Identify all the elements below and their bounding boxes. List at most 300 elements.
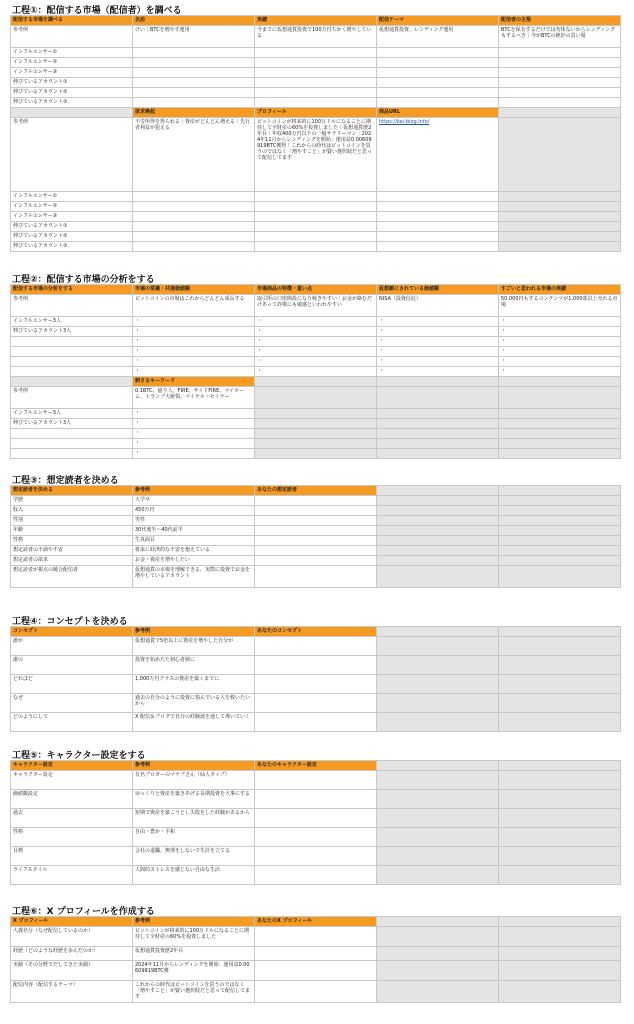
s2-bullet[interactable]: ・ bbox=[255, 357, 377, 367]
s5-row-example: 会社の退職。無理をしないで生計を立てる bbox=[133, 847, 255, 866]
s5-row-example: 有名ブロガーのマナブさん（仙人タイプ） bbox=[133, 771, 255, 790]
s5-input-cell[interactable] bbox=[255, 828, 377, 847]
s1-cell[interactable] bbox=[255, 222, 377, 232]
s1-cell[interactable] bbox=[255, 98, 377, 108]
s2-empty bbox=[11, 357, 133, 367]
section6-title: 工程⑥：X プロフィールを作成する bbox=[12, 907, 155, 917]
s5-gray-cell bbox=[499, 771, 621, 790]
s1-row2-label: 伸びているアカウント① bbox=[11, 222, 133, 232]
s1-cell[interactable] bbox=[133, 192, 255, 202]
s1-row-label: インフルエンサー② bbox=[11, 58, 133, 68]
s2-bullet[interactable]: ・ bbox=[499, 357, 621, 367]
section3-table bbox=[10, 485, 621, 588]
s2-example-features: 取引所の口座開設になり稼ぎやすい｜お金が絡むだけあって詐欺にも敏感といわれやすい bbox=[255, 295, 377, 317]
s5-input-cell[interactable] bbox=[255, 790, 377, 809]
s2-bullet[interactable]: ・ bbox=[499, 347, 621, 357]
s3-row-example: 大学卒 bbox=[133, 496, 255, 506]
s1-cell[interactable] bbox=[377, 242, 499, 252]
s5-gray-cell bbox=[377, 809, 499, 828]
s6-input-cell[interactable] bbox=[255, 981, 377, 1003]
s5-gray-cell bbox=[377, 771, 499, 790]
s3-input-cell[interactable] bbox=[255, 526, 377, 536]
s3-gray-cell bbox=[499, 516, 621, 526]
s6-row-example: 仮想通貨投資歴2年目 bbox=[133, 947, 255, 961]
s2-empty bbox=[11, 367, 133, 377]
s2-bullet[interactable]: ・ bbox=[255, 337, 377, 347]
s1-row2-label: 伸びているアカウント② bbox=[11, 232, 133, 242]
s4-row-example: 投資を始めたた初心者層に bbox=[133, 656, 255, 675]
s1-header-3: 配信テーマ bbox=[377, 16, 499, 26]
s6-row-example: これからの時代はビットコインを買うのではなく「増やすこと」が賢い選択肢だと思って配信してます bbox=[133, 981, 255, 1003]
s5-row-example: 短期で資産を築こうとし失敗をした経験があるから bbox=[133, 809, 255, 828]
s2-header-3: 仮想敵にされている価値観 bbox=[377, 285, 499, 295]
s5-gray-cell bbox=[377, 790, 499, 809]
s1-row-label: 伸びているアカウント② bbox=[11, 88, 133, 98]
s2-gray-cell bbox=[499, 419, 621, 429]
s4-input-cell[interactable] bbox=[255, 694, 377, 713]
s3-gray-cell bbox=[377, 526, 499, 536]
s2-empty bbox=[11, 439, 133, 449]
s3-gray-cell bbox=[377, 496, 499, 506]
s4-row-label: 誰の bbox=[11, 656, 133, 675]
s2-bullet[interactable]: ・ bbox=[133, 357, 255, 367]
s6-row-label: 実績（その分野でだしてきた実績） bbox=[11, 961, 133, 981]
s2-row-label: 伸びているアカウント3人 bbox=[11, 419, 133, 429]
section4-table bbox=[10, 626, 621, 732]
s1-cell[interactable] bbox=[255, 212, 377, 222]
s1-blank-header bbox=[11, 108, 133, 118]
s1-cell[interactable] bbox=[255, 68, 377, 78]
s1-example2-profile: ビットコインが将来的に100万ドルになることに期待して全財産の60%を投資しました｜仮想通貨歴2年目｜年収400万円以下の一般サラリーマン｜2024年11月からレンディングを開始：運用益0.00609919BTC獲得｜これからの時代はビットコインを買うのではなく「増やすこと」が賢い選択肢だと思って配信してます bbox=[255, 118, 377, 192]
s5-input-cell[interactable] bbox=[255, 809, 377, 828]
s1-row2-label: インフルエンサー③ bbox=[11, 212, 133, 222]
s6-input-cell[interactable] bbox=[255, 961, 377, 981]
s2-gray-cell bbox=[255, 387, 377, 409]
s2-example-achievement: 50,000円もするコンテンツが1,000部以上売れる市場 bbox=[499, 295, 621, 317]
s2-bullet[interactable]: ・ bbox=[133, 439, 255, 449]
s1-cell[interactable] bbox=[133, 68, 255, 78]
s1-cell[interactable] bbox=[255, 202, 377, 212]
s2-empty bbox=[11, 429, 133, 439]
s1-header2-0: 欲求喚起 bbox=[133, 108, 255, 118]
s1-cell[interactable] bbox=[255, 192, 377, 202]
s4-input-cell[interactable] bbox=[255, 713, 377, 732]
s4-gray-cell bbox=[377, 694, 499, 713]
section6-table bbox=[10, 916, 621, 1003]
s1-cell[interactable] bbox=[133, 242, 255, 252]
s2-header-0: 配信する市場の分析をする bbox=[11, 285, 133, 295]
s2-kw-example-label: 参考例 bbox=[11, 387, 133, 409]
s1-row-label: インフルエンサー③ bbox=[11, 68, 133, 78]
s6-gray-cell bbox=[499, 947, 621, 961]
s6-row-example: ビットコインが将来的に100万ドルになることに期待して全財産の60%を投資しました bbox=[133, 927, 255, 947]
s4-header-0: コンセプト bbox=[11, 627, 133, 637]
s6-row-example: 2024年11月からレンディングを開始：運用益0.00609919BTC獲 bbox=[133, 961, 255, 981]
s2-bullet[interactable]: ・ bbox=[377, 327, 499, 337]
s3-row-label: 年齢 bbox=[11, 526, 133, 536]
s2-gray-cell bbox=[499, 429, 621, 439]
s1-cell[interactable] bbox=[377, 232, 499, 242]
s4-gray-cell bbox=[499, 694, 621, 713]
s3-row-example: 30代後半〜40代前半 bbox=[133, 526, 255, 536]
s1-header2-2: 商品URL bbox=[377, 108, 499, 118]
s1-blank-header bbox=[499, 108, 621, 118]
s4-gray-cell bbox=[499, 627, 621, 637]
s6-gray-cell bbox=[377, 947, 499, 961]
s5-input-cell[interactable] bbox=[255, 866, 377, 885]
s3-header-1: 参考例 bbox=[133, 486, 255, 496]
s1-gray-cell bbox=[499, 192, 621, 202]
s1-example-claim: BTCを保有するだけでは勿体ないからレンディングもするべき｜今がBTCの絶好の買い場 bbox=[499, 26, 621, 48]
s1-cell[interactable] bbox=[133, 48, 255, 58]
s1-cell[interactable] bbox=[377, 98, 499, 108]
s2-bullet[interactable]: ・ bbox=[377, 337, 499, 347]
s5-row-label: 性格 bbox=[11, 828, 133, 847]
s2-blank-header bbox=[11, 377, 133, 387]
s1-cell[interactable] bbox=[133, 88, 255, 98]
s3-row-label: 性別 bbox=[11, 516, 133, 526]
s6-gray-cell bbox=[499, 927, 621, 947]
s4-row-example: 過去の自分のように投資に悩んでいる人を救いたいから bbox=[133, 694, 255, 713]
s5-row-example: 自由・豊か・平和 bbox=[133, 828, 255, 847]
s3-header-2: あなたの想定読者 bbox=[255, 486, 377, 496]
s2-empty bbox=[11, 347, 133, 357]
s2-bullet[interactable]: ・ bbox=[499, 317, 621, 327]
s3-row-label: 性格 bbox=[11, 536, 133, 546]
s2-bullet[interactable]: ・ bbox=[499, 327, 621, 337]
s6-gray-cell bbox=[499, 981, 621, 1003]
s1-example-name: けい｜BTCを増やす運用 bbox=[133, 26, 255, 48]
s2-bullet[interactable]: ・ bbox=[255, 347, 377, 357]
s1-cell[interactable] bbox=[133, 98, 255, 108]
s2-bullet[interactable]: ・ bbox=[133, 409, 255, 419]
s3-input-cell[interactable] bbox=[255, 516, 377, 526]
s5-gray-cell bbox=[499, 847, 621, 866]
s2-bullet[interactable]: ・ bbox=[499, 337, 621, 347]
s2-bullet[interactable]: ・ bbox=[255, 327, 377, 337]
s3-gray-cell bbox=[377, 536, 499, 546]
s4-gray-cell bbox=[499, 637, 621, 656]
s2-gray-cell bbox=[377, 439, 499, 449]
s3-row-example: 将来に経済的な不安を抱えている bbox=[133, 546, 255, 556]
s2-gray-cell bbox=[499, 449, 621, 459]
s1-cell[interactable] bbox=[377, 88, 499, 98]
s1-gray-cell bbox=[499, 212, 621, 222]
s2-keyword-header: 刺さるキーワード bbox=[133, 377, 255, 387]
s6-input-cell[interactable] bbox=[255, 947, 377, 961]
s3-row-example: お金・資産を増やしたい bbox=[133, 556, 255, 566]
section5-table bbox=[10, 760, 621, 885]
s2-bullet[interactable]: ・ bbox=[377, 347, 499, 357]
s5-row-label: 目標 bbox=[11, 847, 133, 866]
s3-row-example: 生真面目 bbox=[133, 536, 255, 546]
s2-row-label: インフルエンサー3人 bbox=[11, 409, 133, 419]
s1-cell[interactable] bbox=[377, 212, 499, 222]
s3-input-cell[interactable] bbox=[255, 556, 377, 566]
s3-gray-cell bbox=[377, 546, 499, 556]
s3-row-example: 仮想通貨の市場を理解できる、実際に投資でお金を増やしているアカウント bbox=[133, 566, 255, 588]
s2-gray-cell bbox=[255, 429, 377, 439]
s6-header-0: X プロフィール bbox=[11, 917, 133, 927]
s1-cell[interactable] bbox=[377, 202, 499, 212]
s5-input-cell[interactable] bbox=[255, 847, 377, 866]
s4-gray-cell bbox=[377, 675, 499, 694]
s2-gray-cell bbox=[377, 377, 499, 387]
s1-cell[interactable] bbox=[255, 58, 377, 68]
s4-row-example: 仮想通貨で5倍以上に資産を増やした自分が bbox=[133, 637, 255, 656]
section1-table bbox=[10, 15, 621, 252]
s5-gray-cell bbox=[377, 761, 499, 771]
s5-row-label: 価値観設定 bbox=[11, 790, 133, 809]
s2-gray-cell bbox=[255, 449, 377, 459]
section2-table bbox=[10, 284, 621, 459]
s6-gray-cell bbox=[377, 981, 499, 1003]
s5-row-example: ゆっくりと資産を築きあげる長期投資を大事にする bbox=[133, 790, 255, 809]
s2-gray-cell bbox=[255, 377, 377, 387]
s2-gray-cell bbox=[377, 449, 499, 459]
s2-gray-cell bbox=[377, 429, 499, 439]
s1-row-label: 伸びているアカウント① bbox=[11, 78, 133, 88]
s5-input-cell[interactable] bbox=[255, 771, 377, 790]
s1-example2-label: 参考例 bbox=[11, 118, 133, 192]
s1-cell[interactable] bbox=[377, 68, 499, 78]
s3-row-label: 想定読者の欲求 bbox=[11, 556, 133, 566]
s1-row-label: インフルエンサー① bbox=[11, 48, 133, 58]
s3-input-cell[interactable] bbox=[255, 536, 377, 546]
s4-input-cell[interactable] bbox=[255, 675, 377, 694]
s3-header-0: 想定読者を決める bbox=[11, 486, 133, 496]
s2-bullet[interactable]: ・ bbox=[377, 317, 499, 327]
s4-gray-cell bbox=[377, 713, 499, 732]
section3-title: 工程③：想定読者を決める bbox=[12, 476, 119, 486]
s4-gray-cell bbox=[499, 675, 621, 694]
s3-gray-cell bbox=[377, 556, 499, 566]
s1-cell[interactable] bbox=[255, 88, 377, 98]
s3-input-cell[interactable] bbox=[255, 496, 377, 506]
s4-input-cell[interactable] bbox=[255, 656, 377, 675]
s2-gray-cell bbox=[499, 377, 621, 387]
s1-header-2: 実績 bbox=[255, 16, 377, 26]
s6-gray-cell bbox=[377, 927, 499, 947]
s2-example-enemy: NISA（投資信託） bbox=[377, 295, 499, 317]
s1-row2-label: インフルエンサー② bbox=[11, 202, 133, 212]
s5-row-example: 人間的ストレスを感じない自由な生活 bbox=[133, 866, 255, 885]
s1-cell[interactable] bbox=[499, 88, 621, 98]
s3-row-label: 想定読者の不満や不安 bbox=[11, 546, 133, 556]
s2-gray-cell bbox=[499, 409, 621, 419]
s1-cell[interactable] bbox=[133, 232, 255, 242]
product-url-link[interactable]: https://kei-blog.info/ bbox=[379, 119, 430, 125]
s6-header-1: 参考例 bbox=[133, 917, 255, 927]
s1-cell[interactable] bbox=[255, 232, 377, 242]
s3-row-label: 想定読者が視点の競合配信者 bbox=[11, 566, 133, 588]
s2-gray-cell bbox=[499, 387, 621, 409]
s1-gray-cell bbox=[499, 242, 621, 252]
s2-gray-cell bbox=[255, 409, 377, 419]
s1-example-label: 参考例 bbox=[11, 26, 133, 48]
s5-gray-cell bbox=[499, 761, 621, 771]
s2-gray-cell bbox=[377, 419, 499, 429]
s5-gray-cell bbox=[499, 809, 621, 828]
s2-gray-cell bbox=[499, 439, 621, 449]
s1-example-result: 今までに仮想通貨投資で100万円ちかく増やしている bbox=[255, 26, 377, 48]
section4-title: 工程④：コンセプトを決める bbox=[12, 617, 128, 627]
s2-example-common: ビットコインの市場はこれからどんどん成長する bbox=[133, 295, 255, 317]
s6-header-2: あなたのX プロフィール bbox=[255, 917, 377, 927]
s1-header-4: 配信者の主張 bbox=[499, 16, 621, 26]
s3-row-example: 450万円 bbox=[133, 506, 255, 516]
s4-input-cell[interactable] bbox=[255, 637, 377, 656]
s2-bullet[interactable]: ・ bbox=[133, 419, 255, 429]
s3-gray-cell bbox=[499, 486, 621, 496]
s3-gray-cell bbox=[499, 536, 621, 546]
s5-row-label: 過去 bbox=[11, 809, 133, 828]
s4-gray-cell bbox=[499, 656, 621, 675]
s3-gray-cell bbox=[499, 496, 621, 506]
s1-row2-label: インフルエンサー① bbox=[11, 192, 133, 202]
s4-row-label: どのようにして bbox=[11, 713, 133, 732]
s2-bullet[interactable]: ・ bbox=[133, 367, 255, 377]
s6-input-cell[interactable] bbox=[255, 927, 377, 947]
s6-row-label: 経歴（どのような経歴を歩んだのか） bbox=[11, 947, 133, 961]
s3-gray-cell bbox=[499, 546, 621, 556]
s1-cell[interactable] bbox=[133, 58, 255, 68]
s1-cell[interactable] bbox=[499, 48, 621, 58]
s1-cell[interactable] bbox=[377, 48, 499, 58]
section1-title: 工程①：配信する市場（配信者）を調べる bbox=[12, 6, 182, 16]
s1-cell[interactable] bbox=[255, 242, 377, 252]
s6-gray-cell bbox=[499, 917, 621, 927]
s3-input-cell[interactable] bbox=[255, 546, 377, 556]
s1-header-0: 配信する市場を調べる bbox=[11, 16, 133, 26]
s2-bullet[interactable]: ・ bbox=[499, 367, 621, 377]
s5-gray-cell bbox=[377, 828, 499, 847]
s1-cell[interactable] bbox=[133, 212, 255, 222]
s2-bullet[interactable]: ・ bbox=[133, 327, 255, 337]
s6-row-label: 大義名分（なぜ配信しているのか） bbox=[11, 927, 133, 947]
s3-gray-cell bbox=[499, 506, 621, 516]
s1-cell[interactable] bbox=[377, 58, 499, 68]
s5-row-label: キャラクター設定 bbox=[11, 771, 133, 790]
s5-header-2: あなたのキャラクター設定 bbox=[255, 761, 377, 771]
s1-cell[interactable] bbox=[133, 202, 255, 212]
s4-header-2: あなたのコンセプト bbox=[255, 627, 377, 637]
s2-row-label: 伸びているアカウント3人 bbox=[11, 327, 133, 337]
s2-header-4: すごいと思われる市場の実績 bbox=[499, 285, 621, 295]
s1-cell[interactable] bbox=[499, 58, 621, 68]
s4-row-label: どれほど bbox=[11, 675, 133, 694]
s3-row-label: 収入 bbox=[11, 506, 133, 516]
s1-gray-cell bbox=[499, 222, 621, 232]
s1-cell[interactable] bbox=[499, 68, 621, 78]
s5-gray-cell bbox=[499, 866, 621, 885]
s6-gray-cell bbox=[377, 917, 499, 927]
s4-row-label: なぜ bbox=[11, 694, 133, 713]
s3-gray-cell bbox=[377, 516, 499, 526]
s2-gray-cell bbox=[255, 419, 377, 429]
s2-bullet[interactable]: ・ bbox=[133, 347, 255, 357]
s3-gray-cell bbox=[377, 486, 499, 496]
s2-bullet[interactable]: ・ bbox=[133, 449, 255, 459]
s4-gray-cell bbox=[499, 713, 621, 732]
s5-gray-cell bbox=[499, 790, 621, 809]
s2-keyword-example: 0.1BTC、億り人、FIRE、サイドFIRE、マイホーム、トランプ大統領、マイケル・セイラー bbox=[133, 387, 255, 409]
s2-bullet[interactable]: ・ bbox=[377, 357, 499, 367]
s1-row-label: 伸びているアカウント③ bbox=[11, 98, 133, 108]
s2-bullet[interactable]: ・ bbox=[377, 367, 499, 377]
s2-bullet[interactable]: ・ bbox=[133, 429, 255, 439]
s3-gray-cell bbox=[377, 506, 499, 516]
s4-gray-cell bbox=[377, 656, 499, 675]
s1-header2-1: プロフィール bbox=[255, 108, 377, 118]
s1-example2-url bbox=[377, 118, 499, 192]
s5-header-0: キャラクター設定 bbox=[11, 761, 133, 771]
s4-row-example: X 配信＆ブログで自分の経験談を通して導いていく bbox=[133, 713, 255, 732]
s1-row2-label: 伸びているアカウント③ bbox=[11, 242, 133, 252]
s4-gray-cell bbox=[377, 637, 499, 656]
s2-row-label: インフルエンサー3人 bbox=[11, 317, 133, 327]
s6-gray-cell bbox=[499, 961, 621, 981]
s1-example-theme: 仮想通貨投資、レンディング運用 bbox=[377, 26, 499, 48]
s4-row-example: 1,000万円クラスの資産を築くまでに bbox=[133, 675, 255, 694]
s1-gray-cell bbox=[499, 202, 621, 212]
s3-row-example: 男性 bbox=[133, 516, 255, 526]
s2-bullet[interactable]: ・ bbox=[255, 317, 377, 327]
s1-cell[interactable] bbox=[255, 48, 377, 58]
s3-input-cell[interactable] bbox=[255, 506, 377, 516]
s5-row-label: ライフスタイル bbox=[11, 866, 133, 885]
s1-cell[interactable] bbox=[499, 78, 621, 88]
section2-title: 工程②：配信する市場の分析をする bbox=[12, 275, 155, 285]
s5-header-1: 参考例 bbox=[133, 761, 255, 771]
s2-bullet[interactable]: ・ bbox=[133, 317, 255, 327]
s2-empty bbox=[11, 449, 133, 459]
s2-bullet[interactable]: ・ bbox=[255, 367, 377, 377]
s3-gray-cell bbox=[377, 566, 499, 588]
s3-gray-cell bbox=[499, 566, 621, 588]
s2-header-2: 市場商品の特徴・重い点 bbox=[255, 285, 377, 295]
s1-cell[interactable] bbox=[133, 222, 255, 232]
s2-gray-cell bbox=[377, 387, 499, 409]
s6-row-label: 配信内容（配信するテーマ） bbox=[11, 981, 133, 1003]
s2-header-1: 市場の常識・共通価値観 bbox=[133, 285, 255, 295]
s2-gray-cell bbox=[377, 409, 499, 419]
s4-header-1: 参考例 bbox=[133, 627, 255, 637]
s1-cell[interactable] bbox=[377, 222, 499, 232]
s2-gray-cell bbox=[255, 439, 377, 449]
s3-row-label: 学歴 bbox=[11, 496, 133, 506]
s5-gray-cell bbox=[377, 866, 499, 885]
s3-gray-cell bbox=[499, 556, 621, 566]
s1-gray-cell bbox=[499, 232, 621, 242]
s4-row-label: 誰が bbox=[11, 637, 133, 656]
s1-header-1: 名前 bbox=[133, 16, 255, 26]
s2-bullet[interactable]: ・ bbox=[133, 337, 255, 347]
s1-cell[interactable] bbox=[377, 192, 499, 202]
s3-input-cell[interactable] bbox=[255, 566, 377, 588]
s1-cell[interactable] bbox=[133, 78, 255, 88]
s1-cell[interactable] bbox=[499, 98, 621, 108]
s5-gray-cell bbox=[377, 847, 499, 866]
s1-cell[interactable] bbox=[377, 78, 499, 88]
s5-gray-cell bbox=[499, 828, 621, 847]
s1-gray-cell bbox=[499, 118, 621, 192]
s1-example2-desire: 不労所得を得られる｜資産がどんどん増える｜先行者利益が狙える bbox=[133, 118, 255, 192]
s2-example-label: 参考例 bbox=[11, 295, 133, 317]
s2-empty bbox=[11, 337, 133, 347]
s1-cell[interactable] bbox=[255, 78, 377, 88]
s3-gray-cell bbox=[499, 526, 621, 536]
